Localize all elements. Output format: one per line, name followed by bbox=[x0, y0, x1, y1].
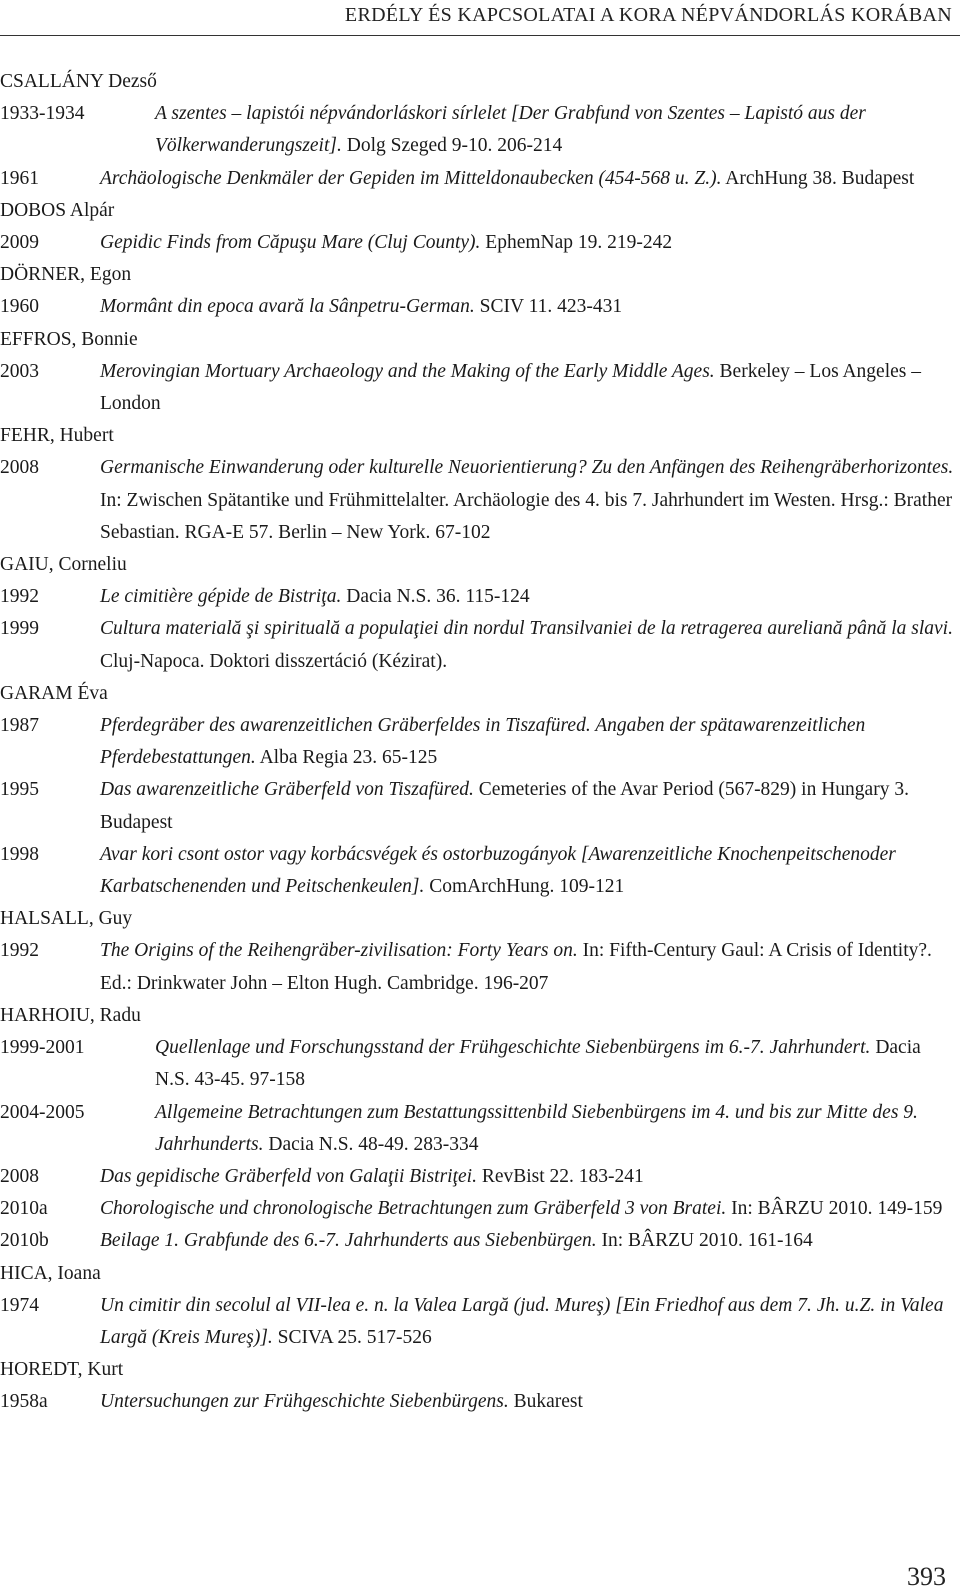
author-heading: HICA, Ioana bbox=[0, 1262, 101, 1284]
bibliography-entry bbox=[0, 839, 955, 903]
entry-title: Das awarenzeitliche Gräberfeld von Tiszafüred. bbox=[100, 779, 474, 801]
entry-publication: Cluj-Napoca. Doktori disszertáció (Kézirat). bbox=[100, 650, 448, 672]
entry-title: The Origins of the Reihengräber-zivilisation: Forty Years on. bbox=[100, 940, 578, 962]
entry-year: 2003 bbox=[0, 360, 39, 382]
bibliography-entry bbox=[0, 1225, 955, 1257]
bibliography-entry bbox=[0, 227, 955, 259]
entry-year: 2010b bbox=[0, 1230, 49, 1252]
running-head: ERDÉLY ÉS KAPCSOLATAI A KORA NÉPVÁNDORLÁS KORÁBAN bbox=[344, 4, 952, 26]
bibliography-entry bbox=[0, 581, 955, 613]
entry-year: 1960 bbox=[0, 296, 39, 318]
header-rule bbox=[0, 35, 960, 36]
entry-publication: RevBist 22. 183-241 bbox=[476, 1165, 644, 1187]
entry-publication: Bukarest bbox=[508, 1391, 583, 1413]
bibliography-entry bbox=[0, 356, 955, 420]
entry-citation bbox=[100, 1290, 955, 1354]
entry-publication: SCIVA 25. 517-526 bbox=[272, 1326, 432, 1348]
entry-publication: ArchHung 38. Budapest bbox=[721, 167, 915, 189]
author-heading: EFFROS, Bonnie bbox=[0, 328, 138, 350]
entry-publication: Berkeley – Los Angeles – London bbox=[100, 360, 922, 415]
bibliography-entry bbox=[0, 710, 955, 774]
entry-year: 1992 bbox=[0, 586, 39, 608]
bibliography-entry bbox=[0, 1290, 955, 1354]
entry-title: Beilage 1. Grabfunde des 6.-7. Jahrhunderts aus Siebenbürgen. bbox=[100, 1230, 597, 1252]
entry-publication: Dolg Szeged 9-10. 206-214 bbox=[341, 135, 563, 157]
entry-citation bbox=[155, 1097, 955, 1161]
entry-title: Das gepidische Gräberfeld von Galaţii Bistriţei. bbox=[100, 1165, 477, 1187]
entry-year: 1995 bbox=[0, 779, 39, 801]
entry-year: 1961 bbox=[0, 167, 39, 189]
entry-title: Germanische Einwanderung oder kulturelle Neuorientierung? Zu den Anfängen des Reihengräberhorizontes. bbox=[100, 457, 954, 479]
author-heading: HARHOIU, Radu bbox=[0, 1004, 141, 1026]
author-heading: HOREDT, Kurt bbox=[0, 1359, 124, 1381]
entry-publication: In: BÂRZU 2010. 149-159 bbox=[726, 1198, 943, 1220]
bibliography-entry bbox=[0, 935, 955, 999]
entry-citation bbox=[100, 839, 955, 903]
entry-year: 2009 bbox=[0, 232, 39, 254]
entry-title: Chorologische und chronologische Betrachtungen zum Gräberfeld 3 von Bratei. bbox=[100, 1198, 727, 1220]
page-number: 393 bbox=[907, 1562, 946, 1591]
entry-title: Un cimitir din secolul al VII-lea e. n. la Valea Largă (jud. Mureş) [Ein Friedhof aus dem 7. Jh. u.Z. in Valea Largă (Kreis Mureş)]. bbox=[100, 1294, 944, 1348]
entry-year: 1998 bbox=[0, 843, 39, 865]
entry-year: 1999-2001 bbox=[0, 1037, 85, 1059]
entry-publication: Alba Regia 23. 65-125 bbox=[255, 747, 438, 769]
entry-citation bbox=[100, 774, 955, 838]
bibliography-entry bbox=[0, 1097, 955, 1161]
entry-publication: SCIV 11. 423-431 bbox=[474, 296, 623, 318]
entry-citation bbox=[100, 163, 955, 195]
author-heading: DOBOS Alpár bbox=[0, 199, 115, 221]
bibliography-entry bbox=[0, 774, 955, 838]
entry-year: 2008 bbox=[0, 1165, 39, 1187]
entry-year: 1933-1934 bbox=[0, 103, 85, 125]
entry-title: Untersuchungen zur Frühgeschichte Siebenbürgens. bbox=[100, 1391, 509, 1413]
bibliography-list bbox=[0, 66, 955, 1419]
entry-citation bbox=[100, 581, 955, 613]
bibliography-entry bbox=[0, 613, 955, 677]
bibliography-entry bbox=[0, 1161, 955, 1193]
entry-citation bbox=[100, 1386, 955, 1418]
bibliography-entry bbox=[0, 1193, 955, 1225]
entry-citation bbox=[100, 1225, 955, 1257]
bibliography-entry bbox=[0, 452, 955, 549]
entry-year: 2010a bbox=[0, 1198, 48, 1220]
entry-publication: Dacia N.S. 36. 115-124 bbox=[341, 586, 530, 608]
author-heading: FEHR, Hubert bbox=[0, 425, 114, 447]
entry-title: A szentes – lapistói népvándorláskori sírlelet [Der Grabfund von Szentes – Lapistó aus der Völkerwanderungszeit]. bbox=[155, 103, 866, 157]
entry-year: 1987 bbox=[0, 715, 39, 737]
entry-title: Mormânt din epoca avară la Sânpetru-German. bbox=[100, 296, 475, 318]
entry-title: Pferdegräber des awarenzeitlichen Gräberfeldes in Tiszafüred. Angaben der spätawarenzeitlichen Pferdebestattungen. bbox=[100, 715, 866, 769]
entry-publication: In: Zwischen Spätantike und Frühmittelalter. Archäologie des 4. bis 7. Jahrhundert im Westen. Hrsg.: Brather Sebastian. RGA-E 57. Berlin – New York. 67-102 bbox=[100, 489, 953, 543]
entry-title: Quellenlage und Forschungsstand der Frühgeschichte Siebenbürgens im 6.-7. Jahrhundert. bbox=[155, 1037, 871, 1059]
entry-publication: ComArchHung. 109-121 bbox=[424, 876, 625, 898]
entry-title: Cultura materială şi spirituală a populaţiei din nordul Transilvaniei de la retragerea aureliană până la slavi. bbox=[100, 618, 953, 640]
author-heading: GAIU, Corneliu bbox=[0, 554, 127, 576]
entry-citation bbox=[100, 935, 955, 999]
entry-citation bbox=[100, 227, 955, 259]
entry-publication: EphemNap 19. 219-242 bbox=[480, 232, 673, 254]
entry-title: Gepidic Finds from Căpuşu Mare (Cluj County). bbox=[100, 232, 481, 254]
entry-citation bbox=[100, 291, 955, 323]
entry-citation bbox=[100, 356, 955, 420]
entry-citation bbox=[100, 452, 955, 549]
entry-publication: In: BÂRZU 2010. 161-164 bbox=[596, 1230, 813, 1252]
entry-publication: Dacia N.S. 43-45. 97-158 bbox=[155, 1037, 921, 1091]
author-heading: DÖRNER, Egon bbox=[0, 264, 132, 286]
entry-title: Allgemeine Betrachtungen zum Bestattungssittenbild Siebenbürgens im 4. und bis zur Mitte des 9. Jahrhunderts. bbox=[155, 1101, 918, 1155]
entry-publication: Cemeteries of the Avar Period (567-829) in Hungary 3. Budapest bbox=[100, 779, 909, 833]
entry-title: Merovingian Mortuary Archaeology and the Making of the Early Middle Ages. bbox=[100, 360, 715, 382]
author-heading: HALSALL, Guy bbox=[0, 908, 133, 930]
entry-publication: Dacia N.S. 48-49. 283-334 bbox=[263, 1133, 479, 1155]
bibliography-entry bbox=[0, 163, 955, 195]
entry-citation bbox=[155, 1032, 955, 1096]
entry-year: 1992 bbox=[0, 940, 39, 962]
entry-title: Avar kori csont ostor vagy korbácsvégek és ostorbuzogányok [Awarenzeitliche Knochenpeitschenoder Karbatschenenden und Peitschenkeulen]. bbox=[100, 843, 896, 898]
entry-citation bbox=[100, 1193, 955, 1225]
entry-citation bbox=[100, 710, 955, 774]
entry-year: 1958a bbox=[0, 1391, 48, 1413]
bibliography-entry bbox=[0, 98, 955, 162]
entry-year: 1974 bbox=[0, 1294, 39, 1316]
entry-year: 1999 bbox=[0, 618, 39, 640]
bibliography-entry bbox=[0, 1386, 955, 1418]
entry-title: Le cimitière gépide de Bistriţa. bbox=[100, 586, 342, 608]
entry-citation bbox=[100, 1161, 955, 1193]
author-heading: CSALLÁNY Dezső bbox=[0, 71, 157, 92]
bibliography-entry bbox=[0, 1032, 955, 1096]
entry-title: Archäologische Denkmäler der Gepiden im Mitteldonaubecken (454-568 u. Z.). bbox=[100, 167, 722, 189]
entry-citation bbox=[100, 613, 955, 677]
bibliography-entry bbox=[0, 291, 955, 323]
entry-year: 2004-2005 bbox=[0, 1101, 85, 1123]
entry-citation bbox=[155, 98, 955, 162]
author-heading: GARAM Éva bbox=[0, 682, 108, 704]
entry-year: 2008 bbox=[0, 457, 39, 479]
entry-publication: In: Fifth-Century Gaul: A Crisis of Identity?. Ed.: Drinkwater John – Elton Hugh. Cambridge. 196-207 bbox=[100, 940, 932, 994]
